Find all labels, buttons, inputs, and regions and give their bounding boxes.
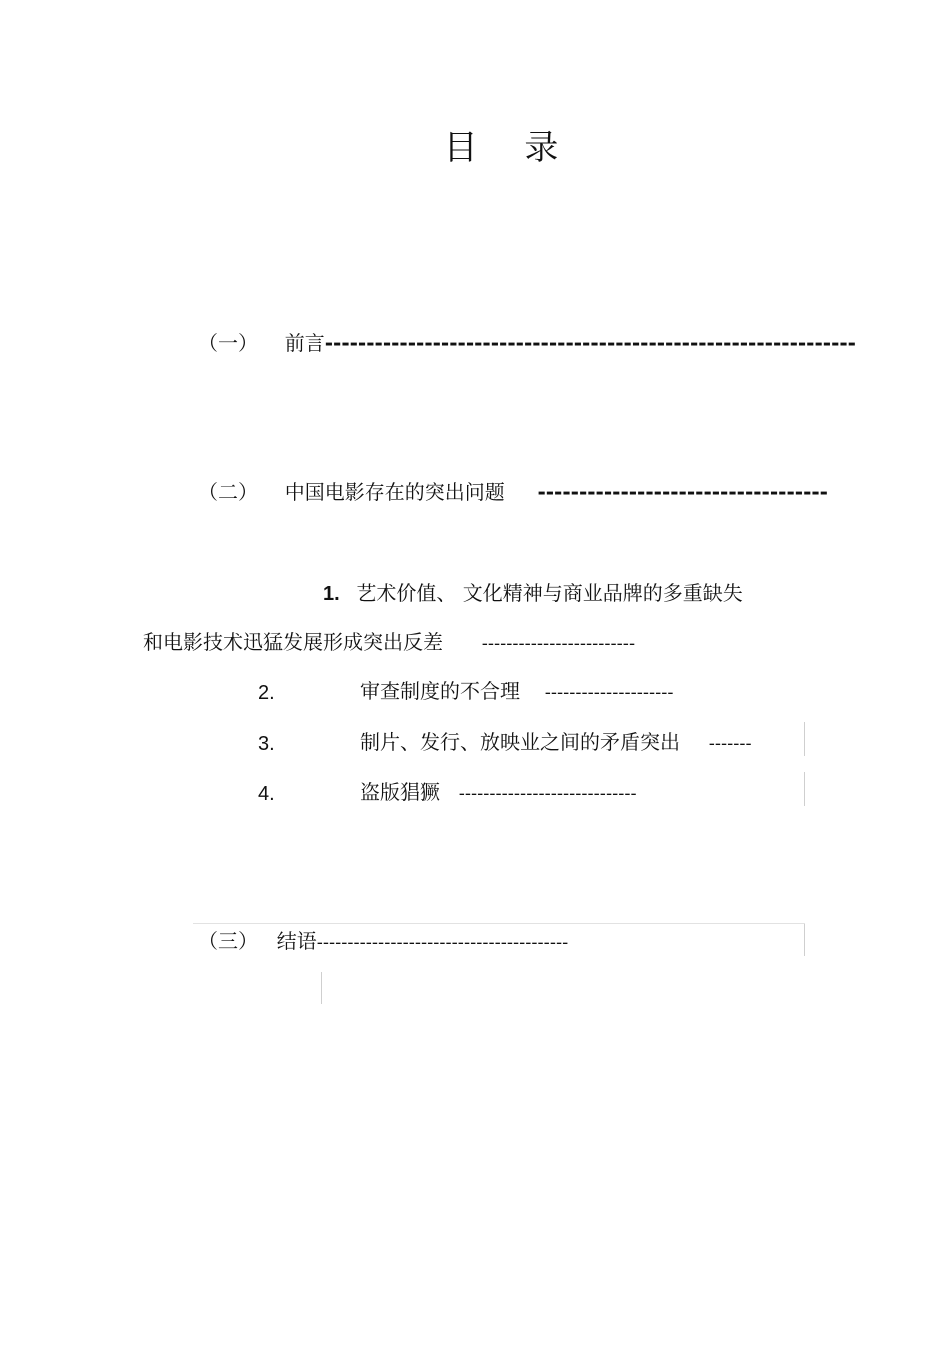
border-line [804,722,805,756]
toc-sub-2-text: 审查制度的不合理 [360,679,520,703]
toc-item-1-marker: （一） [198,331,258,355]
toc-sub-2-number: 2. [258,682,275,704]
border-line [804,924,805,956]
toc-sub-1-number: 1. [323,583,340,605]
toc-sub-3-number: 3. [258,733,275,755]
toc-sub-3 [360,729,752,757]
toc-sub-3-text: 制片、发行、放映业之间的矛盾突出 [360,730,680,754]
toc-sub-1-line1 [323,580,743,607]
toc-item-2-marker: （二） [198,480,258,504]
toc-sub-4-leader: ----------------------------- [458,784,637,804]
toc-item-1-leader: ---------------------------------------------------------------- [324,331,856,355]
toc-item-3-text: 结语 [276,929,317,953]
toc-sub-1-line2 [143,629,635,657]
toc-sub-2 [360,678,674,706]
toc-item-1-text: 前言 [284,331,325,355]
toc-sub-3-leader: ------- [708,734,752,754]
toc-item-3-marker: （三） [198,929,258,953]
page-title: 目 录 [443,128,577,168]
toc-item-3 [198,928,568,956]
toc-sub-4 [360,779,637,807]
toc-item-2-text: 中国电影存在的突出问题 [284,480,505,504]
border-line [804,772,805,806]
toc-item-1 [198,330,856,356]
toc-sub-2-leader: --------------------- [544,683,674,703]
toc-sub-4-text: 盗版猖獗 [360,780,440,804]
toc-item-2 [198,479,828,505]
toc-sub-4-number: 4. [258,783,275,805]
toc-item-2-leader: ----------------------------------- [537,480,828,504]
border-line [193,923,805,924]
toc-item-3-leader: ----------------------------------------- [316,933,569,953]
border-line [321,972,322,1004]
toc-sub-1-text-line1: 艺术价值、 文化精神与商业品牌的多重缺失 [356,581,743,605]
toc-sub-1-leader: ------------------------- [481,634,636,654]
toc-sub-1-text-line2: 和电影技术迅猛发展形成突出反差 [143,630,443,654]
